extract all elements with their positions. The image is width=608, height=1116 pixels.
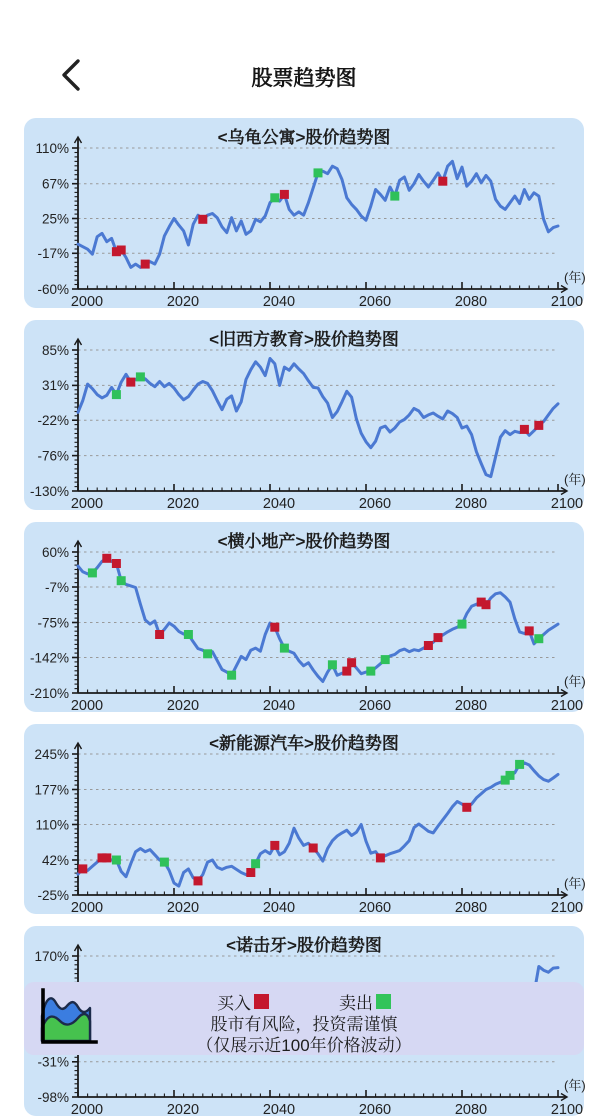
svg-text:2000: 2000 <box>70 1102 104 1116</box>
svg-text:2040: 2040 <box>262 294 296 310</box>
svg-text:2080: 2080 <box>454 1102 488 1116</box>
svg-text:2040: 2040 <box>262 496 296 512</box>
marker-legend <box>24 982 584 1014</box>
stock-chart-card <box>24 320 584 510</box>
risk-warning-text: 股市有风险，投资需谨慎 <box>210 1015 398 1034</box>
svg-text:110%: 110% <box>35 817 69 833</box>
stock-chart-title: <诺击牙>股价趋势图 <box>226 936 382 955</box>
stock-chart-card <box>24 522 584 712</box>
svg-text:(年): (年) <box>564 674 586 689</box>
stock-chart-card <box>24 724 584 914</box>
svg-text:(年): (年) <box>564 270 586 285</box>
stock-chart-title: <横小地产>股价趋势图 <box>217 532 391 551</box>
svg-text:-75%: -75% <box>37 615 69 631</box>
svg-text:-210%: -210% <box>29 685 69 701</box>
svg-text:2060: 2060 <box>358 496 392 512</box>
page-title: 股票趋势图 <box>251 67 357 90</box>
svg-text:-22%: -22% <box>37 413 69 428</box>
svg-text:85%: 85% <box>41 342 69 358</box>
svg-text:110%: 110% <box>35 140 69 156</box>
svg-text:2100: 2100 <box>550 1102 584 1116</box>
svg-text:245%: 245% <box>34 746 69 762</box>
svg-text:2000: 2000 <box>70 698 104 714</box>
svg-text:2080: 2080 <box>454 294 488 310</box>
stock-chart-title: <旧西方教育>股价趋势图 <box>209 330 399 349</box>
legend-buy <box>217 989 269 1014</box>
svg-text:2020: 2020 <box>166 496 200 512</box>
svg-text:(年): (年) <box>564 876 586 891</box>
svg-text:31%: 31% <box>41 378 69 394</box>
buy-marker-swatch <box>254 994 269 1009</box>
svg-text:2080: 2080 <box>454 496 488 512</box>
svg-text:2060: 2060 <box>358 294 392 310</box>
svg-text:2000: 2000 <box>70 294 104 310</box>
svg-text:60%: 60% <box>41 544 69 560</box>
svg-text:2020: 2020 <box>166 294 200 310</box>
svg-text:2100: 2100 <box>550 698 584 714</box>
svg-text:2040: 2040 <box>262 1102 296 1116</box>
svg-text:170%: 170% <box>34 948 69 964</box>
range-note-text: （仅展示近100年价格波动） <box>196 1036 412 1055</box>
svg-text:177%: 177% <box>34 782 69 798</box>
svg-text:2000: 2000 <box>70 900 104 916</box>
disclaimer-panel <box>24 982 584 1055</box>
svg-text:-76%: -76% <box>37 448 69 464</box>
svg-text:-60%: -60% <box>37 281 69 297</box>
stock-chart-title: <乌龟公寓>股价趋势图 <box>217 128 391 147</box>
svg-text:-31%: -31% <box>37 1054 69 1070</box>
svg-text:2020: 2020 <box>166 900 200 916</box>
svg-text:2040: 2040 <box>262 900 296 916</box>
area-chart-icon <box>34 987 104 1054</box>
svg-text:-142%: -142% <box>29 650 69 666</box>
legend-buy-label: 买入 <box>217 994 251 1013</box>
svg-text:67%: 67% <box>41 176 69 192</box>
svg-text:2100: 2100 <box>550 294 584 310</box>
svg-text:2100: 2100 <box>550 496 584 512</box>
stock-chart-card <box>24 118 584 308</box>
svg-text:2040: 2040 <box>262 698 296 714</box>
sell-marker-swatch <box>376 994 391 1009</box>
svg-text:-17%: -17% <box>37 246 69 262</box>
legend-sell <box>339 989 391 1014</box>
svg-text:2000: 2000 <box>70 496 104 512</box>
svg-text:2100: 2100 <box>550 900 584 916</box>
svg-text:42%: 42% <box>41 852 69 868</box>
svg-text:2080: 2080 <box>454 698 488 714</box>
page-header <box>0 0 608 110</box>
svg-text:-7%: -7% <box>44 579 69 595</box>
svg-text:-98%: -98% <box>37 1089 69 1105</box>
legend-sell-label: 卖出 <box>339 994 373 1013</box>
svg-text:2060: 2060 <box>358 698 392 714</box>
svg-text:2020: 2020 <box>166 1102 200 1116</box>
svg-text:-130%: -130% <box>29 483 69 499</box>
svg-text:2020: 2020 <box>166 698 200 714</box>
svg-text:2080: 2080 <box>454 900 488 916</box>
svg-text:2060: 2060 <box>358 900 392 916</box>
svg-text:(年): (年) <box>564 472 586 487</box>
svg-text:-25%: -25% <box>37 887 69 903</box>
svg-text:2060: 2060 <box>358 1102 392 1116</box>
svg-text:(年): (年) <box>564 1078 586 1093</box>
svg-text:25%: 25% <box>41 211 69 227</box>
stock-chart-title: <新能源汽车>股价趋势图 <box>209 734 399 753</box>
